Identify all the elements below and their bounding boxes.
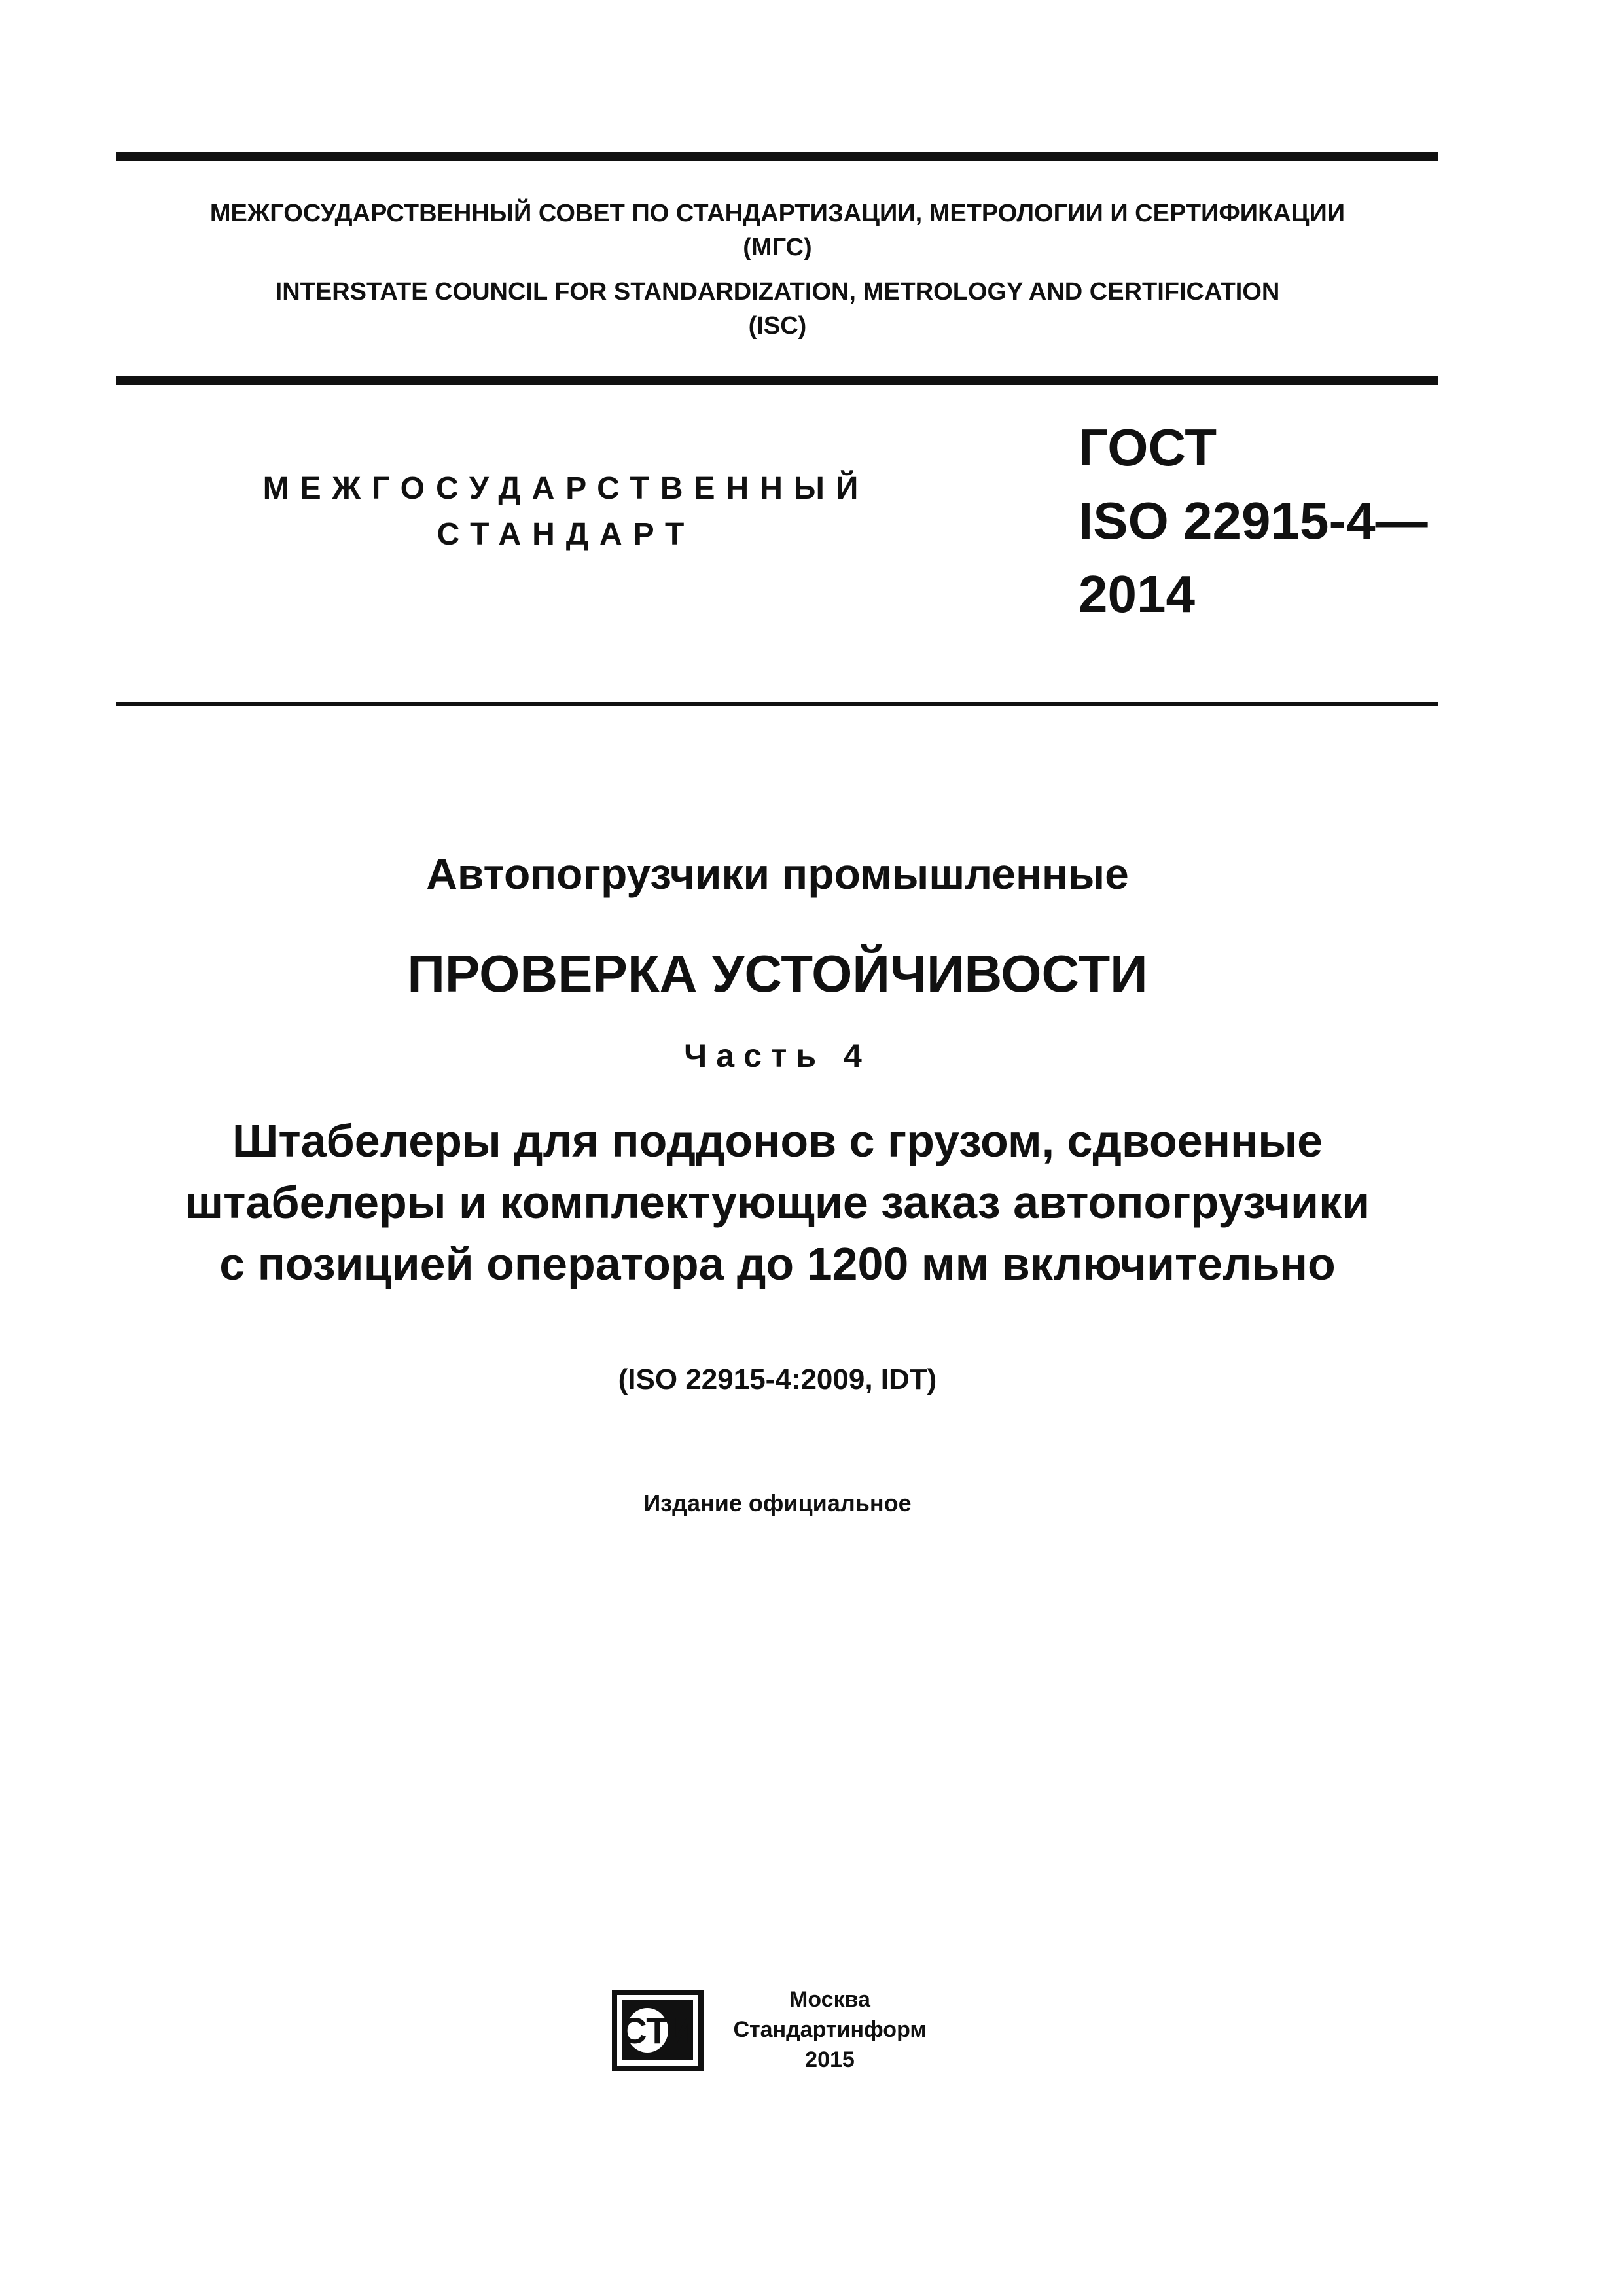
council-name-en [116, 275, 1438, 343]
publisher-year: 2015 [805, 2047, 855, 2072]
designation-line3: 2014 [1079, 565, 1195, 623]
document-part-title [116, 1110, 1438, 1295]
top-rule [116, 152, 1438, 161]
part-title-line2: штабелеры и комплектующие заказ автопогрузчики [185, 1177, 1370, 1228]
standard-kind-line1: МЕЖГОСУДАРСТВЕННЫЙ [262, 471, 870, 506]
standard-kind [196, 466, 936, 558]
council-abbr-en: (ISC) [748, 312, 807, 340]
council-abbr-ru: (МГС) [743, 234, 812, 261]
council-name-ru [116, 196, 1438, 264]
standard-designation [1079, 411, 1445, 631]
part-title-line3: с позицией оператора до 1200 мм включительно [219, 1238, 1336, 1289]
standard-kind-line2: СТАНДАРТ [437, 517, 696, 552]
middle-rule [116, 376, 1438, 385]
publisher-name: Стандартинформ [733, 2017, 927, 2042]
bottom-rule [116, 702, 1438, 706]
iso-reference: (ISO 22915-4:2009, IDT) [618, 1363, 937, 1395]
council-name-en-line: INTERSTATE COUNCIL FOR STANDARDIZATION, METROLOGY AND CERTIFICATION [275, 278, 1280, 306]
designation-line2: ISO 22915-4— [1079, 492, 1428, 550]
document-title: ПРОВЕРКА УСТОЙЧИВОСТИ [407, 944, 1148, 1003]
document-subtitle: Автопогрузчики промышленные [426, 850, 1129, 898]
designation-line1: ГОСТ [1079, 418, 1217, 476]
standartinform-logo-icon [612, 1990, 704, 2071]
document-part: Часть 4 [684, 1037, 871, 1074]
svg-text:СТИ: СТИ [620, 2010, 695, 2051]
edition-note: Издание официальное [643, 1490, 912, 1516]
publisher-city: Москва [789, 1987, 870, 2012]
part-title-line1: Штабелеры для поддонов с грузом, сдвоенные [232, 1115, 1323, 1166]
council-name-ru-line: МЕЖГОСУДАРСТВЕННЫЙ СОВЕТ ПО СТАНДАРТИЗАЦИИ, МЕТРОЛОГИИ И СЕРТИФИКАЦИИ [209, 200, 1346, 227]
publisher-block [725, 1984, 935, 2075]
